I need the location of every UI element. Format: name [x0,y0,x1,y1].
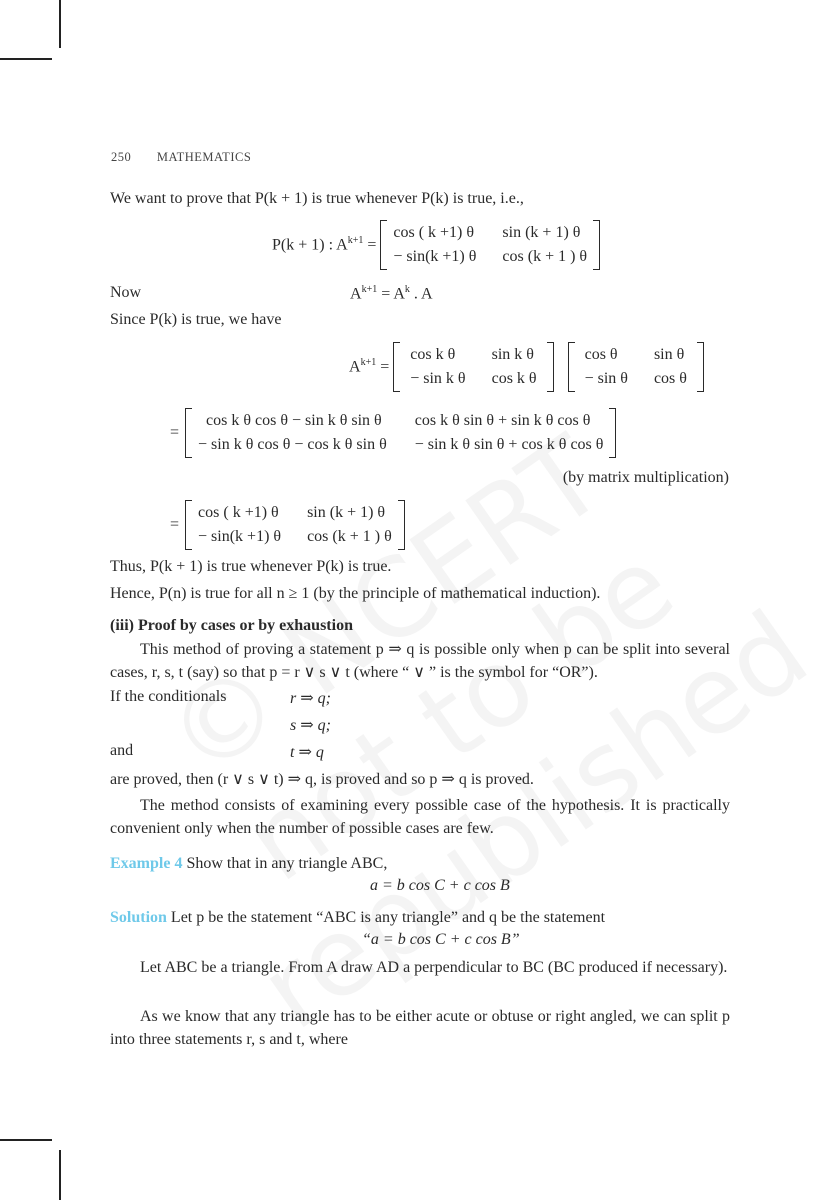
example-line [110,855,387,873]
matrix-cell: − sin k θ sin θ + cos k θ cos θ [414,436,604,453]
equals-sign: = [170,424,180,441]
solution-text: Let p be the statement “ABC is any triangle” and q be the statement [166,909,606,926]
matrix-target [380,220,600,270]
conditional-2: s ⇒ q; [290,717,331,734]
crop-mark-bottom-vertical [59,1150,61,1200]
example-label: Example 4 [110,855,183,872]
crop-mark-top-vertical [59,0,61,48]
matrix-cell: cos k θ sin θ + sin k θ cos θ [414,412,591,429]
matrix-cell: − sin(k +1) θ [198,528,282,545]
solution-paragraph-2: As we know that any triangle has to be either acute or obtuse or right angled, we can split p into three statements r, s and t, where [110,1008,730,1048]
equation-pk1 [272,220,600,270]
conditional-3: t ⇒ q [290,744,324,761]
now-equation: $A^{k+1} = A^k$ . A [350,284,433,303]
since-line: Since P(k) is true, we have [110,311,282,328]
and-label: and [110,742,134,759]
matrix-cell: cos (k + 1 ) θ [307,528,392,545]
matrix-cell: sin θ [653,346,685,363]
matrix-cell: cos k θ cos θ − sin k θ sin θ [206,412,382,429]
solution-label: Solution [110,909,167,926]
matrix-ak [393,342,553,392]
equation-ak1 [349,342,704,392]
section-heading: (iii) Proof by cases or by exhaustion [110,617,353,634]
ak1-label: $A^{k+1}$ = [349,357,390,376]
matrix-cell: sin k θ [491,346,534,363]
matrix-cell: sin (k + 1) θ [502,224,581,241]
matrix-product [185,408,616,458]
now-label: Now [110,284,142,301]
page-number: 250 [111,150,132,164]
example-formula: a = b cos C + c cos B [370,877,510,894]
matrix-cell: − sin k θ cos θ − cos k θ sin θ [198,436,387,453]
solution-paragraph-1: Let ABC be a triangle. From A draw AD a perpendicular to BC (BC produced if necessary). [140,959,728,976]
equation-product [170,408,616,458]
if-conditionals-label: If the conditionals [110,688,227,705]
matrix-cell: cos ( k +1) θ [198,504,279,521]
solution-line [110,909,605,927]
matrix-a [568,342,704,392]
matrix-multiplication-note: (by matrix multiplication) [562,469,729,486]
crop-mark-top-horizontal [0,58,52,60]
matrix-cell: − sin(k +1) θ [393,248,477,265]
matrix-cell: sin (k + 1) θ [307,504,386,521]
subject-title: MATHEMATICS [156,150,252,164]
matrix-cell: − sin θ [584,370,628,387]
section-paragraph-1: This method of proving a statement p ⇒ q is possible only when p can be split into several cases, r, s, t (say) so that p = r ∨ s ∨ t (where “ ∨ ” is the symbol for “OR”). [110,641,730,681]
proved-line: are proved, then (r ∨ s ∨ t) ⇒ q, is proved and so p ⇒ q is proved. [110,771,534,788]
solution-formula: “a = b cos C + c cos B” [362,931,520,948]
thus-line: Thus, P(k + 1) is true whenever P(k) is true. [110,558,392,575]
matrix-cell: cos ( k +1) θ [393,224,475,241]
page-header [111,150,251,165]
proof-intro: We want to prove that P(k + 1) is true whenever P(k) is true, i.e., [110,190,524,207]
crop-mark-bottom-horizontal [0,1139,52,1141]
matrix-cell: cos k θ [491,370,537,387]
hence-line: Hence, P(n) is true for all n ≥ 1 (by the principle of mathematical induction). [110,585,601,602]
example-text: Show that in any triangle ABC, [182,855,388,872]
matrix-cell: cos θ [584,346,618,363]
equation-result [170,500,405,550]
matrix-result [185,500,405,550]
matrix-cell: cos (k + 1 ) θ [502,248,588,265]
pk1-label: P(k + 1) : $A^{k+1}$ = [272,235,377,254]
section-paragraph-2: The method consists of examining every possible case of the hypothesis. It is practically convenient only when the number of possible cases are few. [110,797,730,837]
matrix-cell: cos k θ [410,346,456,363]
matrix-cell: − sin k θ [410,370,466,387]
equals-sign: = [170,516,180,533]
matrix-cell: cos θ [653,370,687,387]
conditional-1: r ⇒ q; [290,690,331,707]
